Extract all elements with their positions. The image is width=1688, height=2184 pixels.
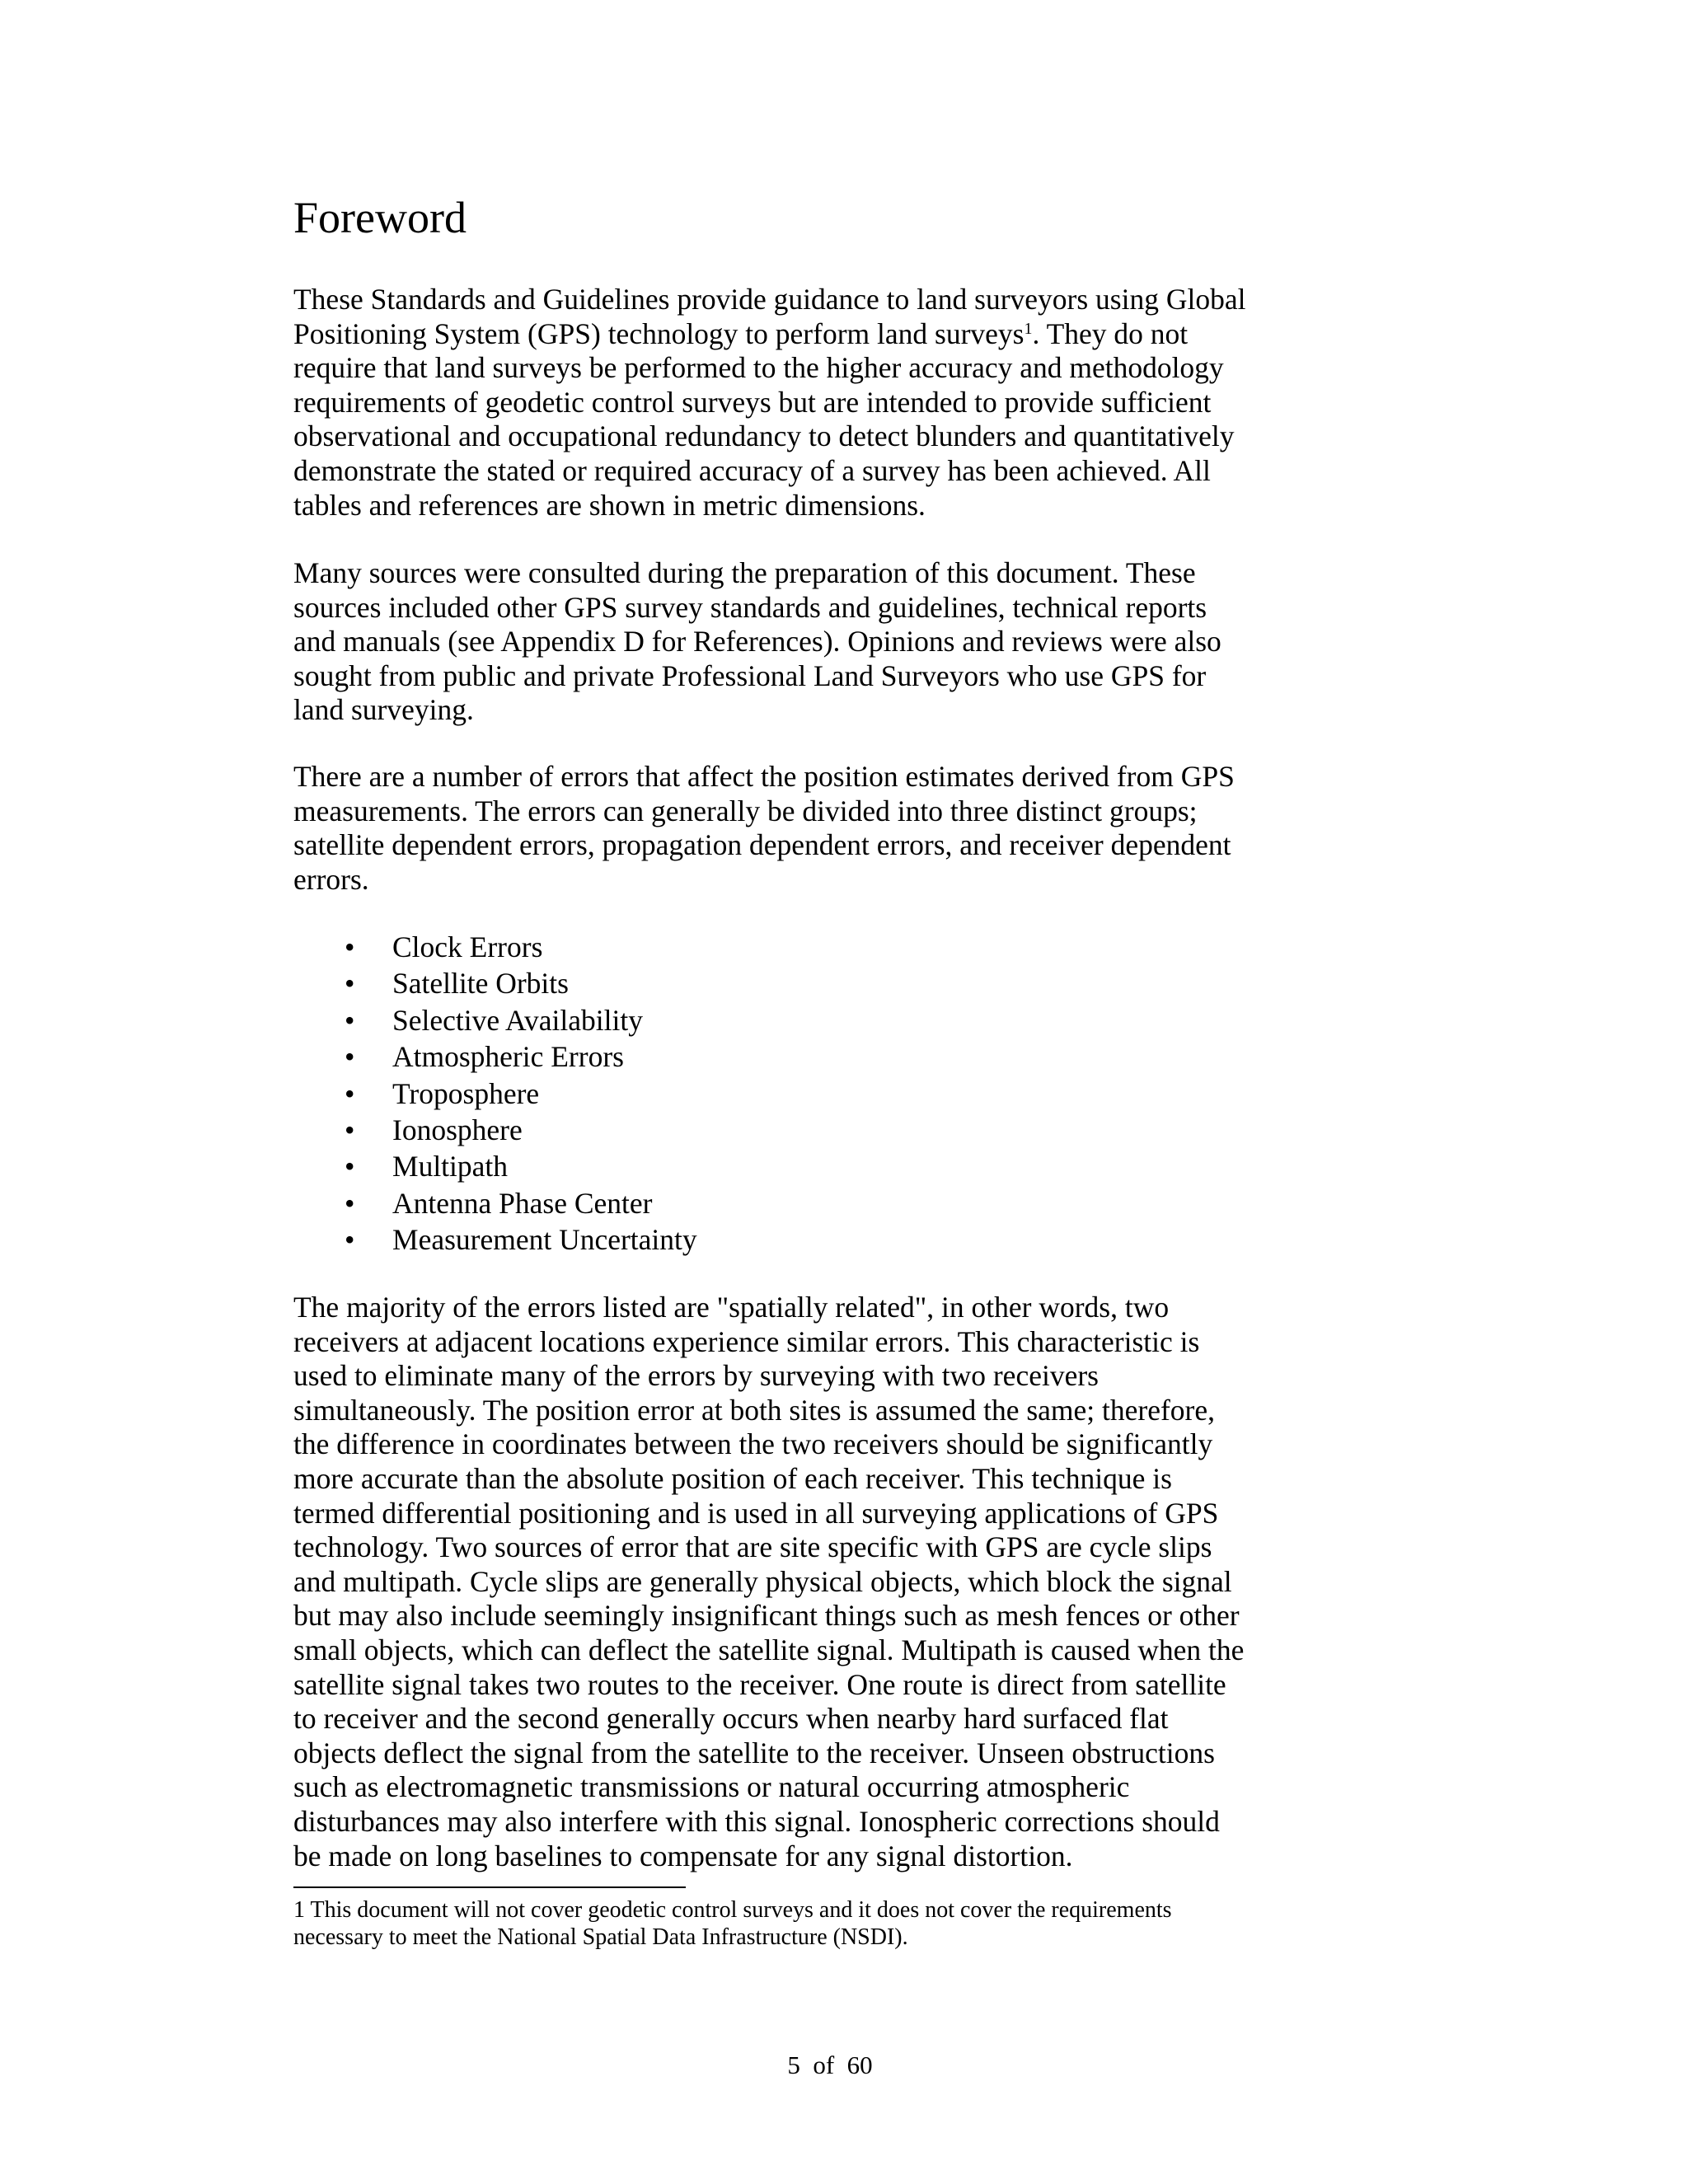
- paragraph-line: sought from public and private Professional Land Surveyors who use GPS for: [293, 658, 1207, 692]
- footnote-reference[interactable]: 1: [1024, 319, 1033, 338]
- footnote-divider: [293, 1886, 686, 1888]
- list-item: [293, 929, 697, 965]
- list-item-label: Clock Errors: [392, 930, 543, 963]
- paragraph-line: such as electromagnetic transmissions or natural occurring atmospheric: [293, 1770, 1130, 1804]
- error-list: [293, 929, 697, 1258]
- list-item-label: Measurement Uncertainty: [392, 1223, 697, 1257]
- paragraph-line: disturbances may also interfere with this signal. Ionospheric corrections should: [293, 1804, 1220, 1838]
- paragraph-line: and manuals (see Appendix D for References). Opinions and reviews were also: [293, 625, 1221, 658]
- list-item-label: Multipath: [392, 1150, 509, 1183]
- paragraph-line: These Standards and Guidelines provide guidance to land surveyors using Global: [293, 283, 1246, 316]
- paragraph-line: errors.: [293, 862, 369, 896]
- list-item-label: Atmospheric Errors: [392, 1040, 624, 1074]
- paragraph-line: land surveying.: [293, 693, 474, 727]
- paragraph-line: sources included other GPS survey standards and guidelines, technical reports: [293, 590, 1207, 624]
- footnote-line: 1 This document will not cover geodetic control surveys and it does not cover the requirements: [293, 1897, 1172, 1923]
- paragraph-line: be made on long baselines to compensate for any signal distortion.: [293, 1839, 1073, 1872]
- bullet-icon: •: [345, 1040, 355, 1074]
- bullet-icon: •: [345, 967, 355, 1001]
- list-item-label: Troposphere: [392, 1076, 540, 1110]
- footnote: [293, 1896, 1172, 1951]
- paragraph-line-text: . They do not: [1032, 316, 1189, 350]
- bullet-icon: •: [345, 1113, 355, 1147]
- errors-intro-paragraph: [293, 760, 1381, 897]
- list-item-label: Ionosphere: [392, 1113, 523, 1147]
- list-item: [293, 1002, 697, 1038]
- bullet-icon: •: [345, 1186, 355, 1220]
- sources-paragraph: [293, 556, 1381, 728]
- spatial-errors-paragraph: [293, 1291, 1381, 1873]
- paragraph-line: receivers at adjacent locations experience similar errors. This characteristic is: [293, 1324, 1200, 1358]
- footnote-line: necessary to meet the National Spatial Data Infrastructure (NSDI).: [293, 1924, 908, 1950]
- list-item-label: Selective Availability: [392, 1003, 643, 1037]
- list-item: [293, 1221, 697, 1258]
- paragraph-line: objects deflect the signal from the satellite to the receiver. Unseen obstructions: [293, 1736, 1215, 1769]
- bullet-icon: •: [345, 930, 355, 963]
- paragraph-line: technology. Two sources of error that are site specific with GPS are cycle slips: [293, 1530, 1212, 1564]
- paragraph-line: satellite dependent errors, propagation dependent errors, and receiver dependent: [293, 828, 1231, 862]
- paragraph-line: simultaneously. The position error at both sites is assumed the same; therefore,: [293, 1393, 1216, 1427]
- paragraph-line: Many sources were consulted during the preparation of this document. These: [293, 556, 1196, 589]
- list-item-label: Satellite Orbits: [392, 967, 569, 1001]
- bullet-icon: •: [345, 1223, 355, 1257]
- bullet-icon: •: [345, 1076, 355, 1110]
- list-item: [293, 1148, 697, 1184]
- list-item: [293, 965, 697, 1001]
- bullet-icon: •: [345, 1150, 355, 1183]
- paragraph-line: observational and occupational redundancy to detect blunders and quantitatively: [293, 419, 1235, 453]
- page-title: Foreword: [293, 193, 467, 242]
- paragraph-line: tables and references are shown in metric dimensions.: [293, 488, 926, 522]
- paragraph-line: more accurate than the absolute position of each receiver. This technique is: [293, 1461, 1172, 1495]
- paragraph-line-with-footnote: [293, 317, 1381, 352]
- list-item-label: Antenna Phase Center: [392, 1186, 653, 1220]
- paragraph-line: used to eliminate many of the errors by surveying with two receivers: [293, 1359, 1099, 1393]
- list-item: [293, 1038, 697, 1075]
- paragraph-line: to receiver and the second generally occurs when nearby hard surfaced flat: [293, 1702, 1169, 1736]
- paragraph-line: and multipath. Cycle slips are generally physical objects, which block the signal: [293, 1564, 1232, 1598]
- paragraph-line: the difference in coordinates between the two receivers should be significantly: [293, 1427, 1213, 1461]
- paragraph-line-text: Positioning System (GPS) technology to perform land surveys: [293, 316, 1025, 350]
- paragraph-line: termed differential positioning and is used in all surveying applications of GPS: [293, 1496, 1219, 1530]
- paragraph-line: demonstrate the stated or required accuracy of a survey has been achieved. All: [293, 453, 1211, 487]
- paragraph-line: There are a number of errors that affect the position estimates derived from GPS: [293, 760, 1235, 793]
- paragraph-line: requirements of geodetic control surveys but are intended to provide sufficient: [293, 385, 1212, 419]
- paragraph-line: The majority of the errors listed are "spatially related", in other words, two: [293, 1291, 1170, 1324]
- list-item: [293, 1185, 697, 1221]
- intro-paragraph: [293, 283, 1381, 523]
- bullet-icon: •: [345, 1003, 355, 1037]
- paragraph-line: but may also include seemingly insignificant things such as mesh fences or other: [293, 1599, 1240, 1633]
- list-item: [293, 1112, 697, 1148]
- paragraph-line: small objects, which can deflect the satellite signal. Multipath is caused when the: [293, 1633, 1245, 1666]
- paragraph-line: satellite signal takes two routes to the receiver. One route is direct from satellite: [293, 1667, 1226, 1701]
- paragraph-line: measurements. The errors can generally be divided into three distinct groups;: [293, 794, 1198, 827]
- page-number: 5 of 60: [787, 2050, 873, 2079]
- paragraph-line: require that land surveys be performed to the higher accuracy and methodology: [293, 351, 1224, 385]
- list-item: [293, 1076, 697, 1112]
